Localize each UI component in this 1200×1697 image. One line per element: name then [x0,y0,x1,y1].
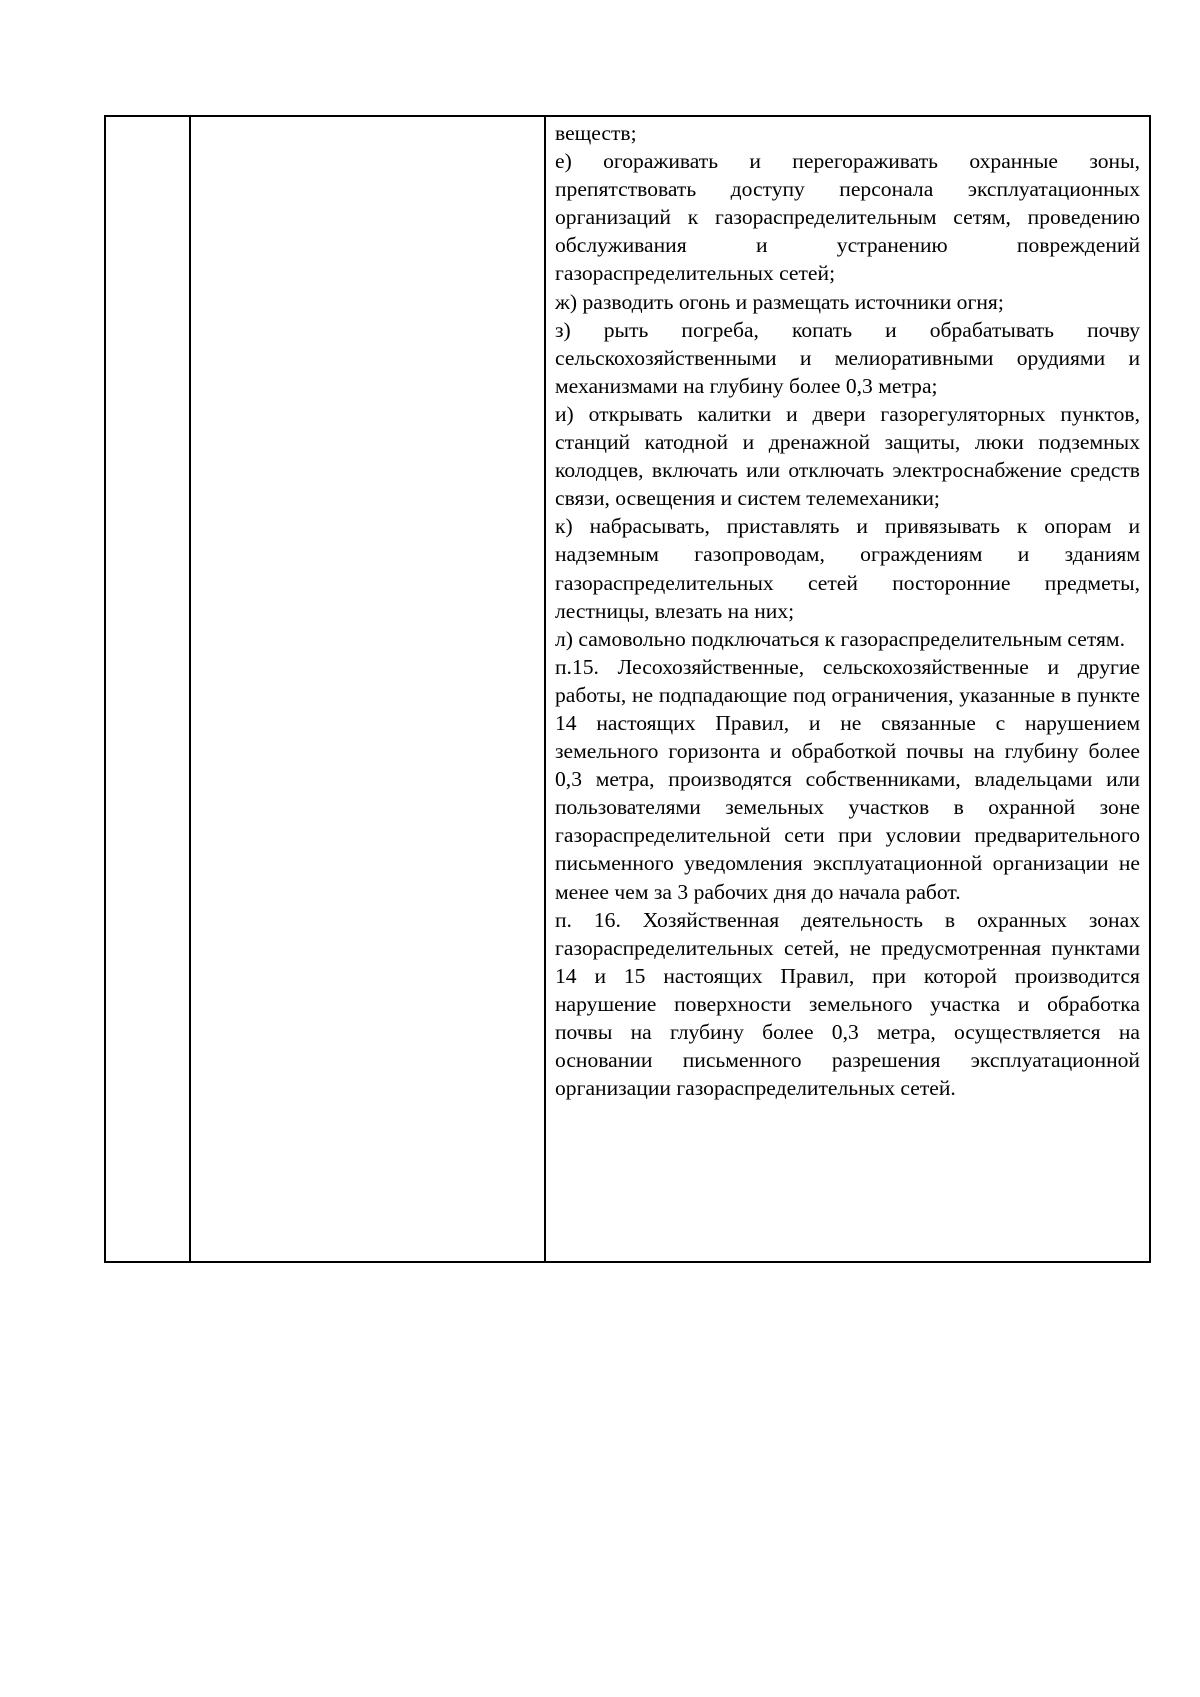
paragraph: к) набрасывать, приставлять и привязывать к опорам и надземным газопроводам, ограждениям и зданиям газораспределительных сетей посторонние предметы, лестницы, влезать на них; [555,514,1140,623]
paragraph: веществ; [555,121,637,145]
paragraph: з) рыть погреба, копать и обрабатывать почву сельскохозяйственными и мелиоративными орудиями и механизмами на глубину более 0,3 метра; [555,317,1140,398]
paragraph: п.15. Лесохозяйственные, сельскохозяйственные и другие работы, не подпадающие под ограничения, указанные в пункте 14 настоящих Правил, и не связанные с нарушением земельного горизонта и обработкой почвы на глубину более 0,3 метра, производятся собственниками, владельцами или пользователями земельных участков в охранной зоне газораспределительной сети при условии предварительного письменного уведомления эксплуатационной организации не менее чем за 3 рабочих дня до начала работ. [555,654,1140,904]
table-cell-subject [190,116,545,1262]
table-cell-content [545,116,1150,1262]
paragraph: л) самовольно подключаться к газораспределительным сетям. [555,626,1125,651]
document-table [104,115,1151,1263]
cell-content [546,117,1149,1102]
paragraph: е) огораживать и перегораживать охранные зоны, препятствовать доступу персонала эксплуатационных организаций к газораспределительным сетям, проведению обслуживания и устранению повреждений газораспределительных сетей; [555,149,1140,286]
paragraph: ж) разводить огонь и размещать источники огня; [555,289,1004,314]
cell-text [191,117,544,119]
cell-text [106,117,189,119]
table-cell-number [105,116,190,1262]
table-row [105,116,1150,1262]
paragraph: п. 16. Хозяйственная деятельность в охранных зонах газораспределительных сетей, не предусмотренная пунктами 14 и 15 настоящих Правил, при которой производится нарушение поверхности земельного участка и обработка почвы на глубину более 0,3 метра, осуществляется на основании письменного разрешения эксплуатационной организации газораспределительных сетей. [555,907,1140,1101]
paragraph: и) открывать калитки и двери газорегуляторных пунктов, станций катодной и дренажной защиты, люки подземных колодцев, включать или отключать электроснабжение средств связи, освещения и систем телемеханики; [555,401,1140,511]
